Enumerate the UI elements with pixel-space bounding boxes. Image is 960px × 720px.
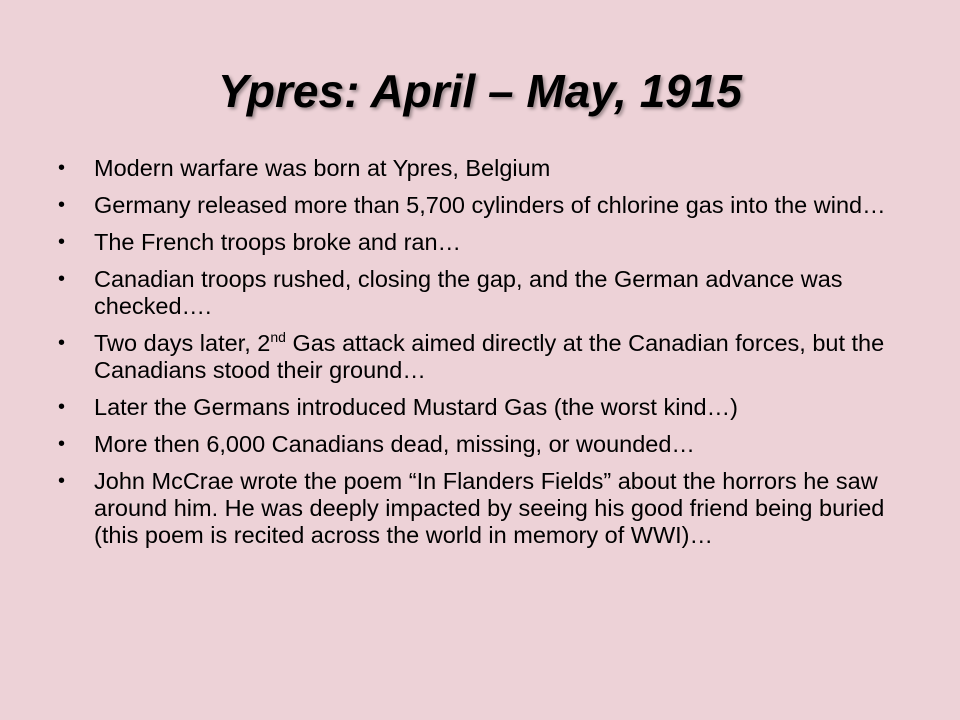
bullet-text: Modern warfare was born at Ypres, Belgium <box>94 155 551 181</box>
bullet-dot-icon: • <box>58 396 66 418</box>
bullet-dot-icon: • <box>58 194 66 216</box>
bullet-text: John McCrae wrote the poem “In Flanders Fields” about the horrors he saw around him. He was deeply impacted by seeing his good friend being buried (this poem is recited across the world in memory of WWI)… <box>94 468 885 548</box>
bullet-item <box>58 431 908 458</box>
bullet-text-pre: Two days later, 2 <box>94 330 271 356</box>
bullet-text: More then 6,000 Canadians dead, missing, or wounded… <box>94 431 695 457</box>
bullet-dot-icon: • <box>58 470 66 492</box>
bullet-text: The French troops broke and ran… <box>94 229 462 255</box>
bullet-list <box>58 155 908 559</box>
bullet-text-post: Gas attack aimed directly at the Canadian forces, but the Canadians stood their ground… <box>94 330 885 383</box>
bullet-item <box>58 330 908 384</box>
bullet-item <box>58 192 908 219</box>
bullet-dot-icon: • <box>58 332 66 354</box>
bullet-item <box>58 155 908 182</box>
slide-title: Ypres: April – May, 1915 <box>217 65 743 117</box>
bullet-text-superscript: nd <box>270 329 286 346</box>
bullet-item <box>58 468 908 549</box>
bullet-item <box>58 266 908 320</box>
bullet-text: Later the Germans introduced Mustard Gas (the worst kind…) <box>94 394 738 420</box>
bullet-item <box>58 229 908 256</box>
bullet-item <box>58 394 908 421</box>
bullet-text: Canadian troops rushed, closing the gap, and the German advance was checked…. <box>94 266 843 319</box>
bullet-dot-icon: • <box>58 268 66 290</box>
bullet-dot-icon: • <box>58 157 66 179</box>
bullet-dot-icon: • <box>58 433 66 455</box>
bullet-dot-icon: • <box>58 231 66 253</box>
bullet-text: Germany released more than 5,700 cylinders of chlorine gas into the wind… <box>94 192 886 218</box>
